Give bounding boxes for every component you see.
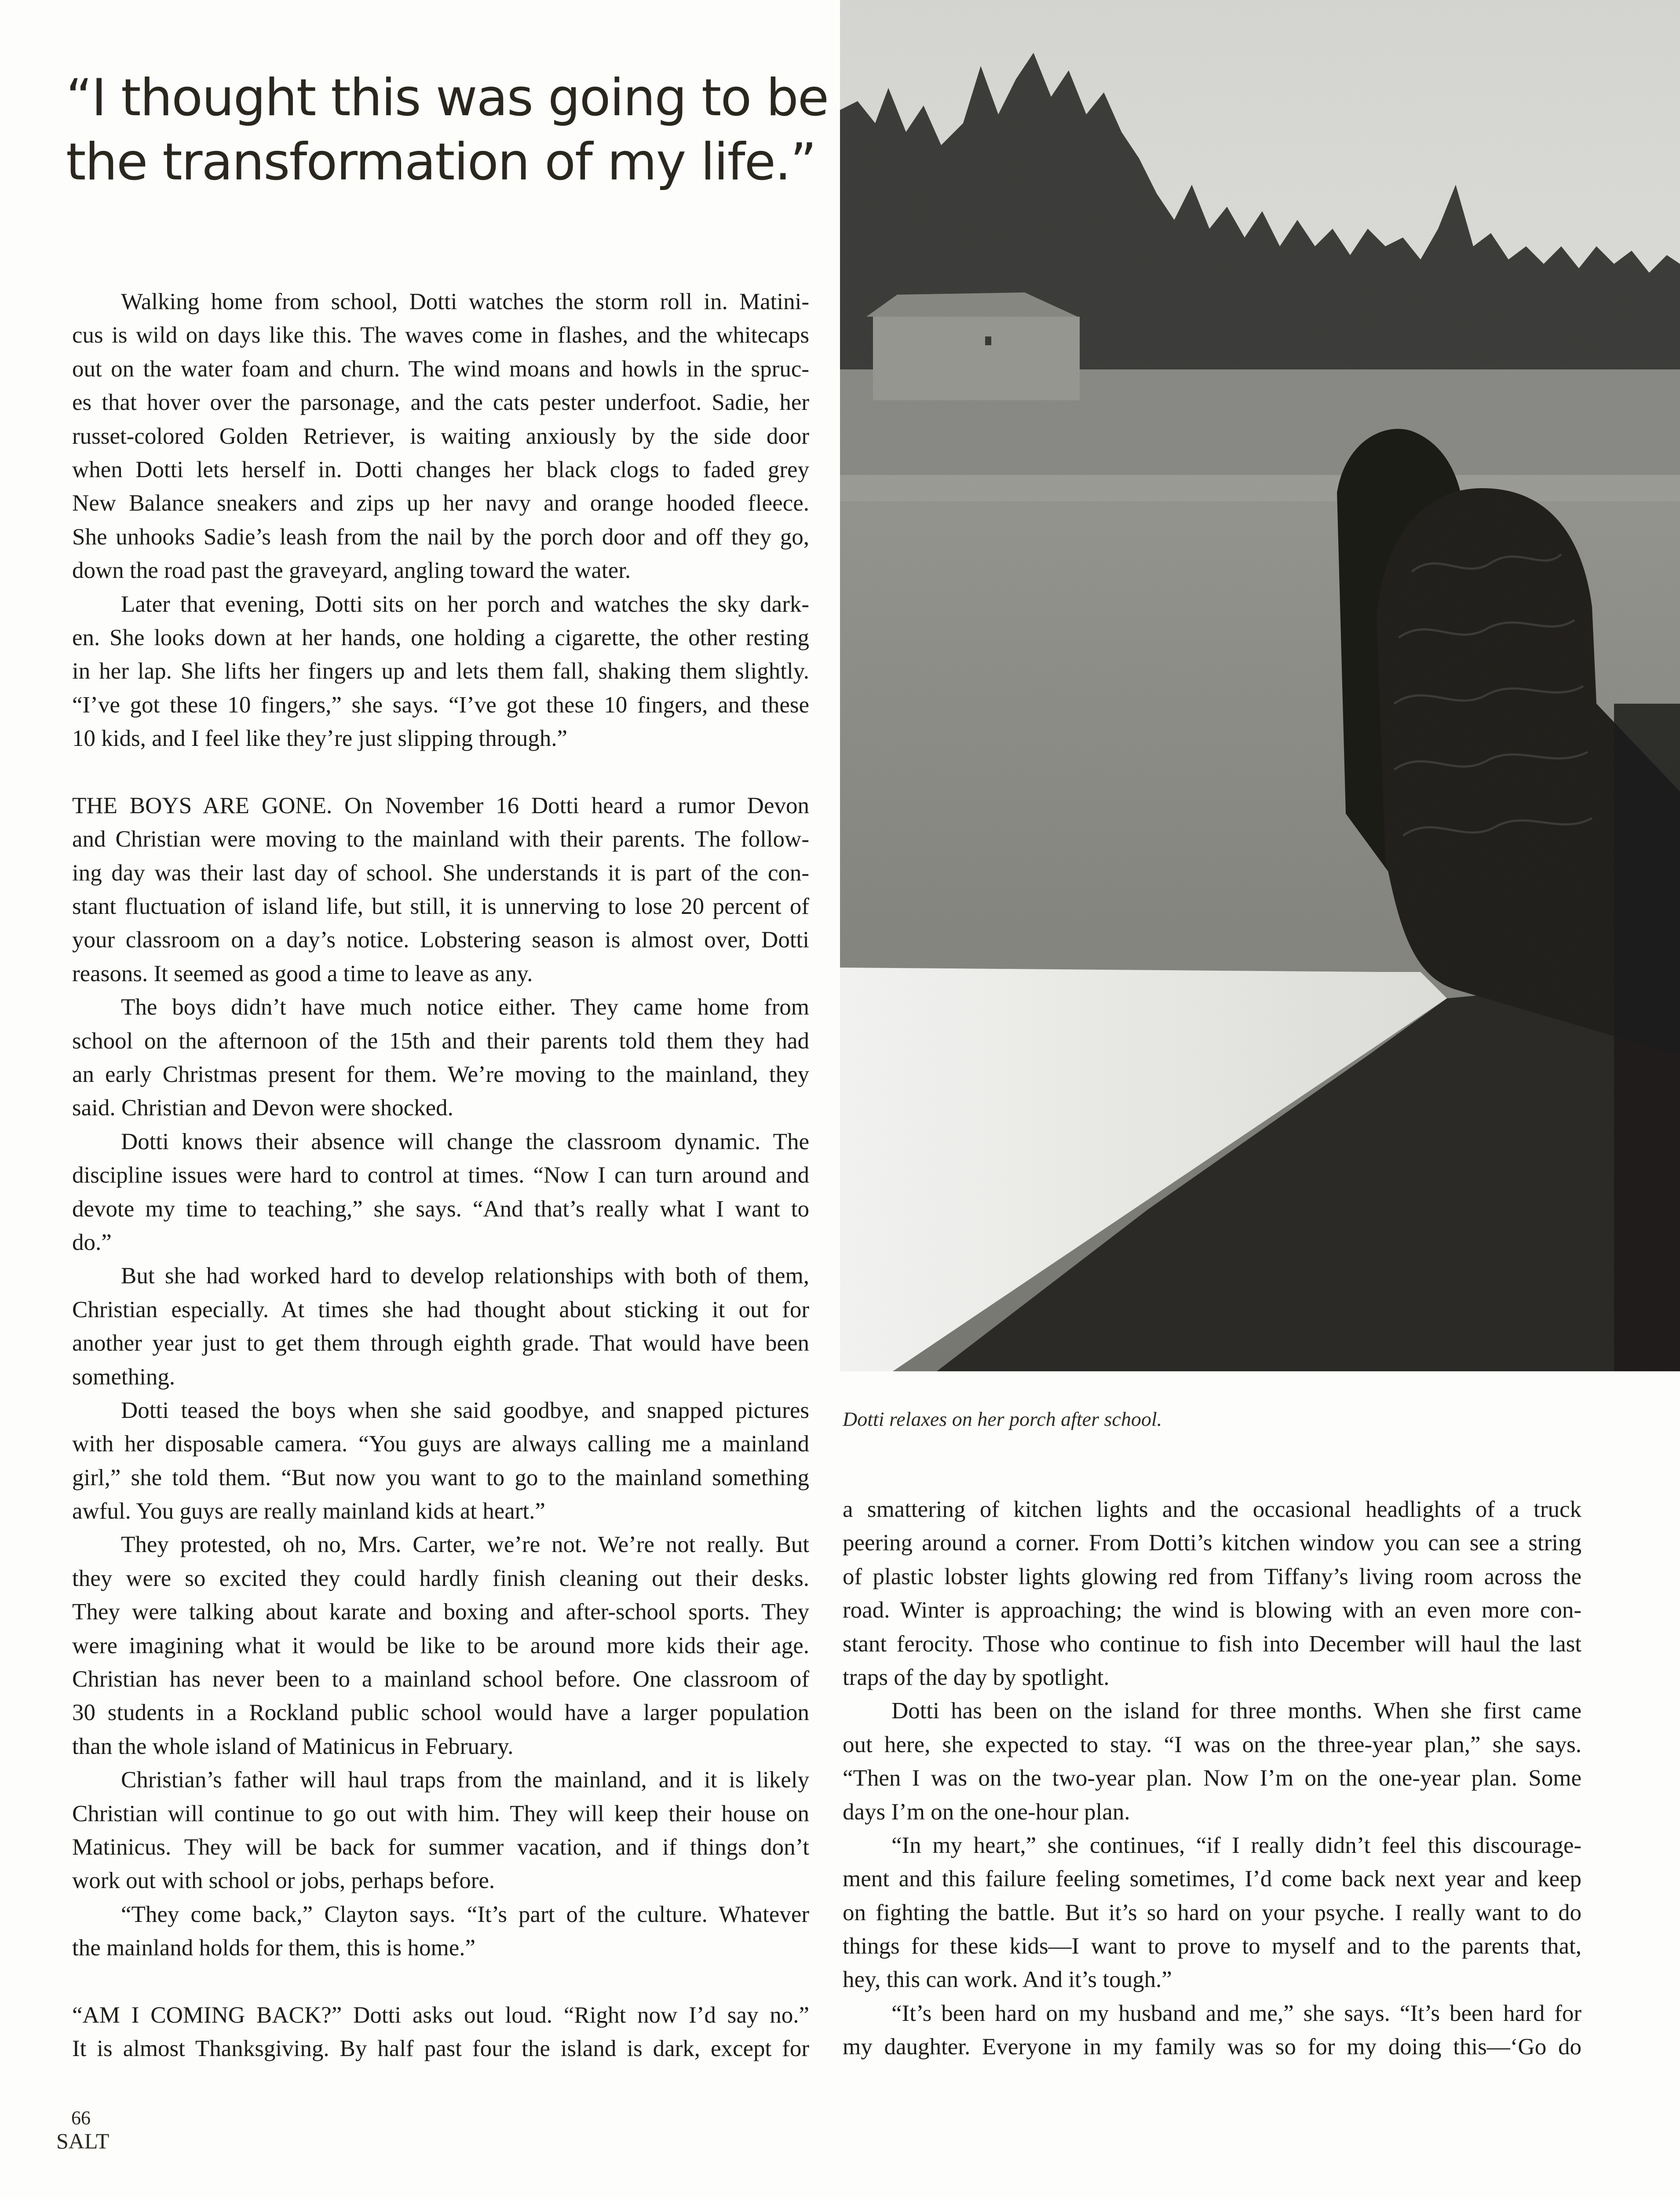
text-line: They were talking about karate and boxing and after-school sports. They bbox=[72, 1599, 809, 1625]
text-line: Christian’s father will haul traps from the mainland, and it is likely bbox=[121, 1767, 809, 1793]
text-line: the mainland holds for them, this is home.” bbox=[72, 1935, 476, 1961]
text-line: stant ferocity. Those who continue to fish into December will haul the last bbox=[843, 1631, 1581, 1657]
text-line: “Then I was on the two-year plan. Now I’m on the one-year plan. Some bbox=[843, 1765, 1581, 1791]
text-line: on fighting the battle. But it’s so hard on your psyche. I really want to do bbox=[843, 1899, 1581, 1925]
porch-photo bbox=[840, 0, 1680, 1371]
text-line: down the road past the graveyard, angling toward the water. bbox=[72, 558, 631, 584]
article-paragraph bbox=[72, 1125, 809, 1260]
article-paragraph bbox=[72, 1528, 809, 1763]
text-line: another year just to get them through eighth grade. That would have been bbox=[72, 1330, 809, 1356]
article-paragraph bbox=[843, 1694, 1581, 1829]
text-line: Christian especially. At times she had thought about sticking it out for bbox=[72, 1297, 809, 1322]
text-line: girl,” she told them. “But now you want to go to the mainland something bbox=[72, 1465, 809, 1490]
text-line: But she had worked hard to develop relationships with both of them, bbox=[121, 1263, 809, 1289]
text-line: Dotti teased the boys when she said goodbye, and snapped pictures bbox=[121, 1397, 809, 1423]
photo-caption: Dotti relaxes on her porch after school. bbox=[843, 1408, 1162, 1430]
text-line: do.” bbox=[72, 1229, 112, 1255]
text-line: russet-colored Golden Retriever, is waiting anxiously by the side door bbox=[72, 423, 809, 449]
article-paragraph bbox=[72, 789, 809, 990]
text-line: “In my heart,” she continues, “if I really didn’t feel this discourage- bbox=[891, 1832, 1581, 1858]
text-line: Dotti has been on the island for three months. When she first came bbox=[891, 1698, 1581, 1724]
text-line: Walking home from school, Dotti watches the storm roll in. Matini- bbox=[121, 289, 809, 314]
text-line: devote my time to teaching,” she says. “And that’s really what I want to bbox=[72, 1196, 809, 1222]
text-line: They protested, oh no, Mrs. Carter, we’re not. We’re not really. But bbox=[121, 1532, 809, 1558]
text-line: days I’m on the one-hour plan. bbox=[843, 1799, 1130, 1825]
text-line: 30 students in a Rockland public school would have a larger population bbox=[72, 1700, 809, 1726]
text-line: cus is wild on days like this. The waves come in flashes, and the whitecaps bbox=[72, 322, 809, 348]
page-number: 66 bbox=[71, 2107, 91, 2129]
text-line: Dotti knows their absence will change the classroom dynamic. The bbox=[121, 1129, 809, 1154]
article-paragraph bbox=[72, 1898, 809, 1965]
headline-line: the transformation of my life.” bbox=[66, 132, 816, 192]
text-line: school on the afternoon of the 15th and their parents told them they had bbox=[72, 1028, 809, 1054]
text-line: Matinicus. They will be back for summer vacation, and if things don’t bbox=[72, 1834, 809, 1860]
text-line: traps of the day by spotlight. bbox=[843, 1664, 1110, 1690]
article-paragraph bbox=[72, 1763, 809, 1898]
text-line: said. Christian and Devon were shocked. bbox=[72, 1095, 453, 1121]
text-line: 10 kids, and I feel like they’re just slipping through.” bbox=[72, 726, 568, 752]
text-line: The boys didn’t have much notice either. They came home from bbox=[121, 994, 809, 1020]
publication-name: SALT bbox=[56, 2129, 110, 2153]
text-line: awful. You guys are really mainland kids at heart.” bbox=[72, 1498, 545, 1524]
text-line: work out with school or jobs, perhaps before. bbox=[72, 1868, 495, 1894]
text-line: Christian has never been to a mainland school before. One classroom of bbox=[72, 1666, 809, 1692]
article-paragraph bbox=[843, 1493, 1581, 1694]
text-line: road. Winter is approaching; the wind is blowing with an even more con- bbox=[843, 1597, 1581, 1623]
text-line: “I’ve got these 10 fingers,” she says. “I’ve got these 10 fingers, and these bbox=[72, 692, 809, 718]
pull-quote-headline bbox=[66, 66, 829, 194]
article-paragraph bbox=[72, 285, 809, 588]
text-line: of plastic lobster lights glowing red from Tiffany’s living room across the bbox=[843, 1563, 1581, 1589]
text-line: things for these kids—I want to prove to myself and to the parents that, bbox=[843, 1933, 1581, 1959]
article-paragraph bbox=[72, 1259, 809, 1394]
text-line: a smattering of kitchen lights and the occasional headlights of a truck bbox=[843, 1497, 1581, 1522]
text-line: New Balance sneakers and zips up her navy and orange hooded fleece. bbox=[72, 490, 809, 516]
text-line: peering around a corner. From Dotti’s kitchen window you can see a string bbox=[843, 1530, 1581, 1556]
text-line: es that hover over the parsonage, and the cats pester underfoot. Sadie, her bbox=[72, 390, 809, 416]
text-line: “AM I COMING BACK?” Dotti asks out loud. “Right now I’d say no.” bbox=[72, 2002, 809, 2028]
photo-right-shadow bbox=[1614, 704, 1680, 1371]
text-line: with her disposable camera. “You guys are always calling me a mainland bbox=[72, 1431, 809, 1457]
text-line: your classroom on a day’s notice. Lobstering season is almost over, Dotti bbox=[72, 927, 809, 953]
article-column-right bbox=[843, 1493, 1581, 2064]
photo-shed bbox=[866, 292, 1080, 400]
text-line: It is almost Thanksgiving. By half past four the island is dark, except for bbox=[72, 2036, 809, 2062]
text-line: in her lap. She lifts her fingers up and lets them fall, shaking them slightly. bbox=[72, 658, 809, 684]
text-line: Later that evening, Dotti sits on her porch and watches the sky dark- bbox=[121, 591, 809, 617]
text-line: en. She looks down at her hands, one holding a cigarette, the other resting bbox=[72, 625, 809, 650]
text-line: “It’s been hard on my husband and me,” she says. “It’s been hard for bbox=[891, 2000, 1581, 2026]
text-line: hey, this can work. And it’s tough.” bbox=[843, 1967, 1172, 1993]
text-line: discipline issues were hard to control at times. “Now I can turn around and bbox=[72, 1162, 809, 1188]
headline-line: “I thought this was going to be bbox=[66, 68, 829, 128]
text-line: out here, she expected to stay. “I was on the three-year plan,” she says. bbox=[843, 1731, 1581, 1757]
article-paragraph bbox=[72, 1394, 809, 1528]
article-column-left bbox=[72, 285, 809, 2066]
porch-photo-image bbox=[840, 0, 1680, 1371]
text-line: an early Christmas present for them. We’re moving to the mainland, they bbox=[72, 1061, 809, 1087]
text-line: THE BOYS ARE GONE. On November 16 Dotti heard a rumor Devon bbox=[72, 793, 809, 818]
text-line: Christian will continue to go out with him. They will keep their house on bbox=[72, 1801, 809, 1826]
text-line: they were so excited they could hardly finish cleaning out their desks. bbox=[72, 1565, 809, 1591]
article-paragraph bbox=[843, 1829, 1581, 1997]
text-line: than the whole island of Matinicus in February. bbox=[72, 1733, 514, 1759]
text-line: reasons. It seemed as good a time to leave as any. bbox=[72, 961, 533, 986]
text-line: something. bbox=[72, 1364, 175, 1390]
text-line: and Christian were moving to the mainland with their parents. The follow- bbox=[72, 826, 809, 852]
article-paragraph bbox=[72, 588, 809, 756]
text-line: ment and this failure feeling sometimes, I’d come back next year and keep bbox=[843, 1866, 1581, 1892]
article-paragraph bbox=[72, 1998, 809, 2066]
text-line: ing day was their last day of school. She understands it is part of the con- bbox=[72, 860, 809, 886]
text-line: out on the water foam and churn. The wind moans and howls in the spruc- bbox=[72, 356, 809, 382]
article-paragraph bbox=[72, 990, 809, 1125]
text-line: were imagining what it would be like to be around more kids their age. bbox=[72, 1633, 809, 1658]
text-line: when Dotti lets herself in. Dotti changes her black clogs to faded grey bbox=[72, 457, 809, 482]
page-folio bbox=[56, 2107, 109, 2152]
text-line: my daughter. Everyone in my family was so for my doing this—‘Go do bbox=[843, 2034, 1581, 2060]
article-paragraph bbox=[843, 1997, 1581, 2064]
text-line: She unhooks Sadie’s leash from the nail by the porch door and off they go, bbox=[72, 524, 809, 550]
text-line: stant fluctuation of island life, but still, it is unnerving to lose 20 percent of bbox=[72, 894, 809, 920]
text-line: “They come back,” Clayton says. “It’s part of the culture. Whatever bbox=[121, 1901, 809, 1927]
